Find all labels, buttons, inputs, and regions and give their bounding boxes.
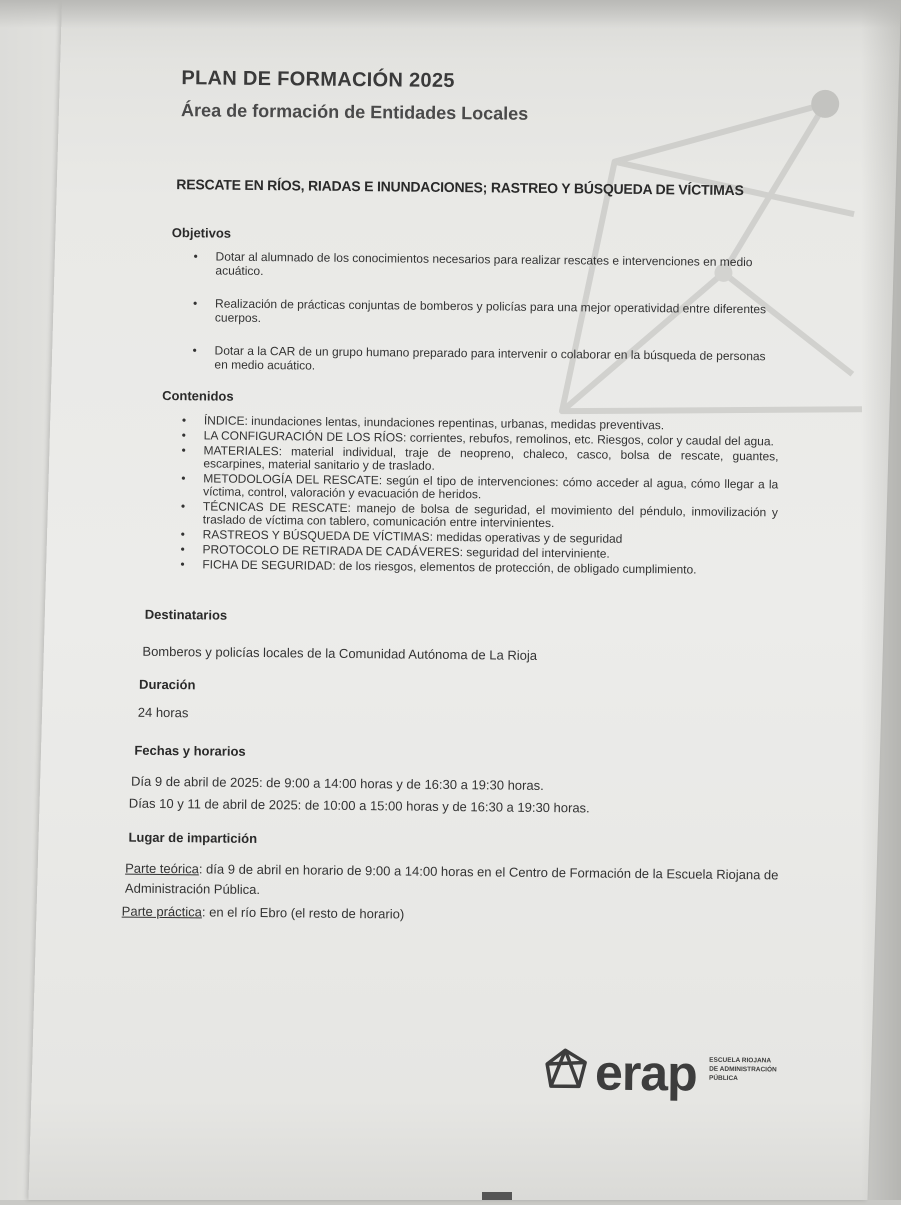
page-clip-mark — [482, 1192, 512, 1200]
theory-label: Parte teórica — [125, 860, 199, 877]
recipients-heading: Destinatarios — [144, 606, 228, 623]
duration-text: 24 horas — [137, 704, 189, 721]
list-item: • LA CONFIGURACIÓN DE LOS RÍOS: corrientes, rebufos, remolinos, etc. Riesgos, color y caudal del agua. — [182, 429, 779, 448]
course-title: RESCATE EN RÍOS, RIADAS E INUNDACIONES; RASTREO Y BÚSQUEDA DE VÍCTIMAS — [176, 176, 744, 199]
list-item: • Realización de prácticas conjuntas de bomberos y policías para una mejor operatividad entre diferentes cuerpos. — [193, 296, 771, 330]
duration-heading: Duración — [139, 676, 196, 693]
logo-caption-line: PÚBLICA — [708, 1074, 738, 1083]
objectives-heading: Objetivos — [171, 225, 232, 241]
plan-title: PLAN DE FORMACIÓN 2025 — [181, 67, 455, 93]
schedule-heading: Fechas y horarios — [134, 742, 246, 759]
theory-text: : día 9 de abril en horario de 9:00 a 14:00 horas en el Centro de Formación de la Escuela Riojana de Administración Pública. — [124, 861, 779, 898]
list-item: • MATERIALES: material individual, traje de neopreno, chaleco, casco, bolsa de rescate, guantes, escarpines, material sanitario y de traslado. — [181, 444, 778, 476]
practice-label: Parte práctica — [121, 903, 203, 920]
list-item: • ÍNDICE: inundaciones lentas, inundaciones repentinas, urbanas, medidas preventivas. — [182, 414, 779, 433]
logo-caption — [709, 1056, 789, 1084]
erap-house-logo-icon — [543, 1046, 589, 1090]
logo-caption-line: ESCUELA RIOJANA — [709, 1056, 772, 1065]
objectives-list — [192, 249, 771, 396]
location-practice — [122, 902, 405, 925]
list-item: • Dotar a la CAR de un grupo humano preparado para intervenir o colaborar en la búsqueda de personas en medio acuático. — [192, 343, 770, 377]
location-theory — [125, 859, 785, 906]
location-heading: Lugar de impartición — [128, 829, 258, 846]
schedule-line: Día 9 de abril de 2025: de 9:00 a 14:00 horas y de 16:30 a 19:30 horas. — [131, 773, 544, 793]
logo-caption-line: DE ADMINISTRACIÓN — [709, 1065, 777, 1074]
list-item: • RASTREOS Y BÚSQUEDA DE VÍCTIMAS: medidas operativas y de seguridad — [181, 528, 778, 547]
contents-heading: Contenidos — [162, 387, 234, 404]
practice-text: : en el río Ebro (el resto de horario) — [201, 904, 405, 922]
plan-subtitle: Área de formación de Entidades Locales — [181, 100, 529, 124]
recipients-text: Bomberos y policías locales de la Comunidad Autónoma de La Rioja — [142, 643, 538, 663]
list-item: • PROTOCOLO DE RETIRADA DE CADÁVERES: seguridad del interviniente. — [180, 543, 777, 562]
list-item: • TÉCNICAS DE RESCATE: manejo de bolsa de seguridad, el movimiento del péndulo, inmovilización y traslado de víctima con tablero, comunicación entre intervinientes. — [181, 500, 778, 532]
list-item: • FICHA DE SEGURIDAD: de los riesgos, elementos de protección, de obligado cumplimiento. — [180, 558, 777, 577]
schedule-line: Días 10 y 11 de abril de 2025: de 10:00 a 15:00 horas y de 16:30 a 19:30 horas. — [128, 795, 590, 816]
list-item: • Dotar al alumnado de los conocimientos necesarios para realizar rescates e intervenciones en medio acuático. — [193, 249, 771, 283]
logo-wordmark: erap — [594, 1044, 697, 1102]
contents-list — [180, 414, 779, 579]
list-item: • METODOLOGÍA DEL RESCATE: según el tipo de intervenciones: cómo acceder al agua, cómo llegar a la víctima, control, valoración y evacuación de heridos. — [181, 472, 778, 504]
erap-logo — [543, 1042, 804, 1105]
